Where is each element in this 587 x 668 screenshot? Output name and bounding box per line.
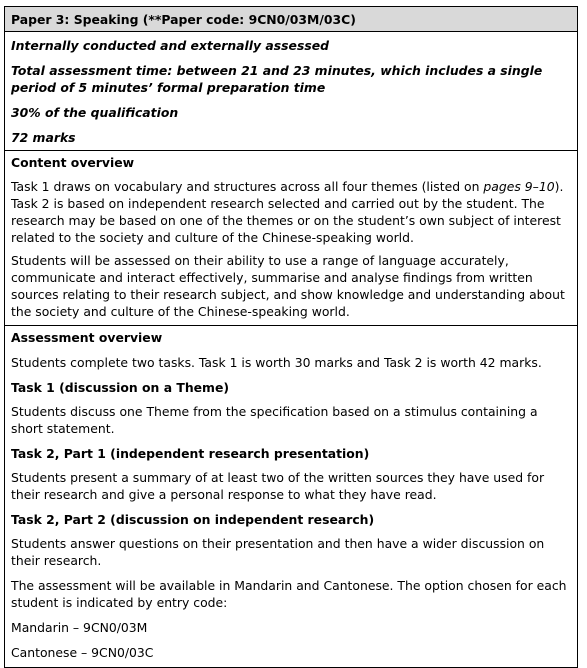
task2-part1-heading: Task 2, Part 1 (independent research presentation)	[11, 446, 370, 461]
total-marks: 72 marks	[11, 130, 76, 145]
task2-part1-text: Students present a summary of at least two of the written sources they have used for their research and give a personal response to what they have read.	[11, 470, 545, 502]
entry-code-mandarin: Mandarin – 9CN0/03M	[11, 620, 148, 635]
assessment-time: Total assessment time: between 21 and 23 minutes, which includes a single period of 5 minutes’ formal preparation time	[11, 63, 543, 95]
entry-code-cantonese: Cantonese – 9CN0/03C	[11, 645, 154, 660]
para1-text-end: ). Task 2 is based on independent research selected and carried out by the student. The research may be based on one of the themes or on the student’s own subject of interest related to the society and culture of the Chinese-speaking world.	[11, 179, 564, 245]
content-overview-section	[4, 151, 578, 326]
pages-reference: pages 9–10	[483, 179, 555, 194]
assessment-mode: Internally conducted and externally assessed	[11, 38, 329, 53]
task2-part2-heading: Task 2, Part 2 (discussion on independent research)	[11, 512, 375, 527]
task2-part2-text: Students answer questions on their presentation and then have a wider discussion on their research.	[11, 536, 545, 568]
content-overview-para-2: Students will be assessed on their ability to use a range of language accurately, communicate and interact effectively, summarise and analyse findings from written sources relating to their research subject, and show knowledge and understanding about the society and culture of the Chinese-speaking world.	[11, 253, 565, 319]
content-overview-para-1	[11, 178, 571, 246]
assessment-overview-heading: Assessment overview	[11, 330, 163, 345]
assessment-intro: Students complete two tasks. Task 1 is worth 30 marks and Task 2 is worth 42 marks.	[11, 355, 542, 370]
availability-text: The assessment will be available in Mandarin and Cantonese. The option chosen for each student is indicated by entry code:	[11, 578, 567, 610]
content-overview-heading: Content overview	[11, 155, 135, 170]
assessment-overview-section	[4, 326, 578, 668]
task1-heading: Task 1 (discussion on a Theme)	[11, 380, 230, 395]
para1-text-start: Task 1 draws on vocabulary and structures across all four themes (listed on	[11, 179, 484, 194]
summary-section	[4, 32, 578, 151]
qualification-weight: 30% of the qualification	[11, 105, 179, 120]
paper-title-header	[4, 6, 578, 32]
task1-text: Students discuss one Theme from the specification based on a stimulus containing a short statement.	[11, 404, 538, 436]
specification-table	[4, 6, 578, 668]
paper-title: Paper 3: Speaking (**Paper code: 9CN0/03M/03C)	[11, 12, 356, 27]
